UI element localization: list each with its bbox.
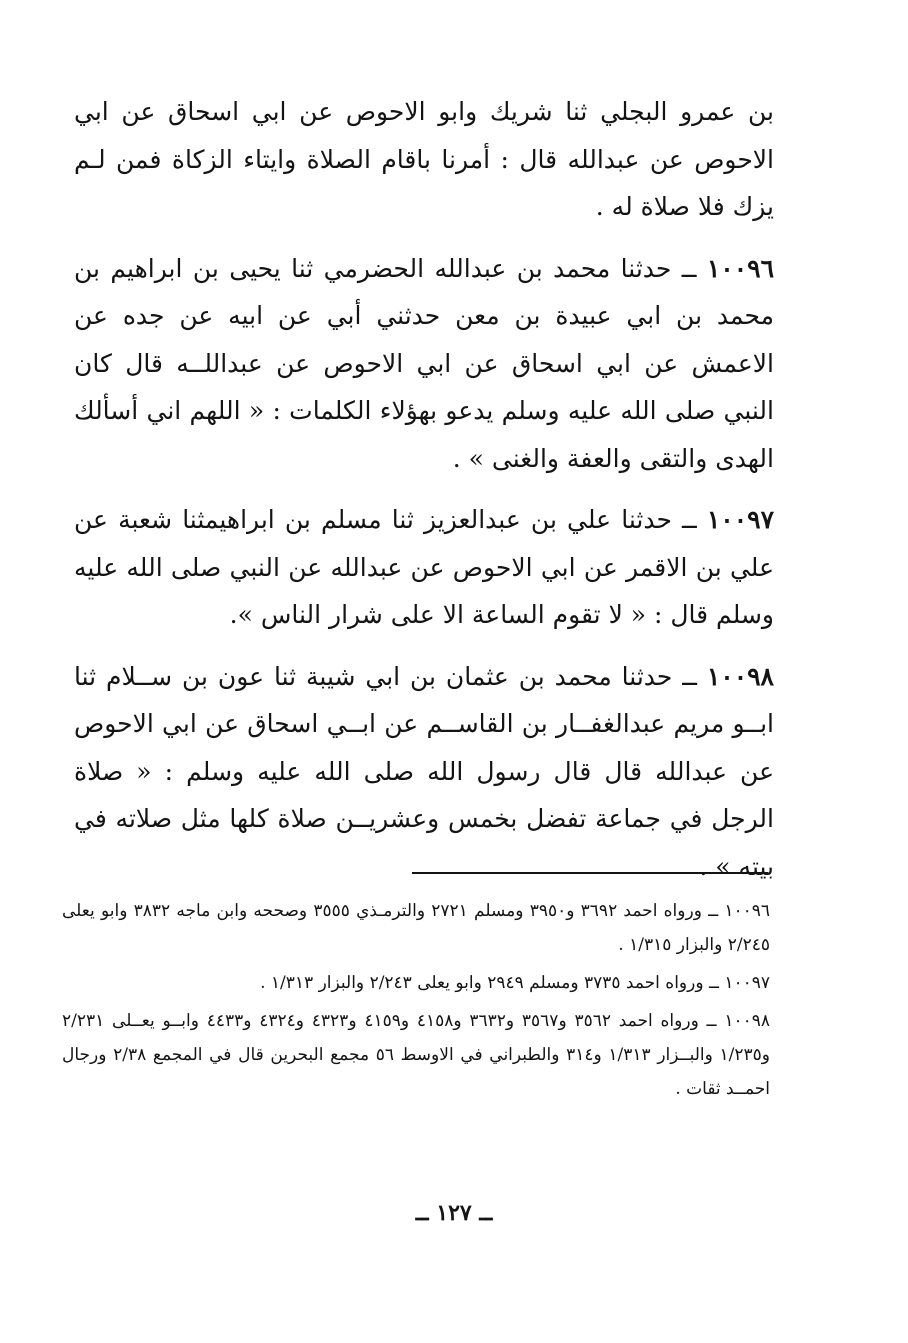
footnote-10098	[62, 1004, 770, 1106]
footnote-text: ــ ورواه احمد ٣٦٩٢ و٣٩٥٠ ومسلم ٢٧٢١ والترمـذي ٣٥٥٥ وصححه وابن ماجه ٣٨٣٢ وابو يعلى ٢/٢٤٥ والبزار ١/٣١٥ .	[62, 901, 770, 955]
hadith-text: ــ حدثنا محمد بن عثمان بن ابي شيبة ثنا عون بن ســلام ثنا ابــو مريم عبدالغفــار بن القاســم عن ابــي اسحاق عن ابي الاحوص عن عبدالله قال قال رسول الله صلى الله عليه وسلم : « صلاة الرجل في جماعة تفضل بخمس وعشريــن صلاة كلها مثل صلاته في بيته » .	[74, 661, 774, 881]
hadith-10096	[74, 245, 774, 483]
footnote-10097	[62, 966, 770, 1000]
footnotes	[62, 894, 770, 1110]
hadith-number: ١٠٠٩٦	[706, 253, 774, 283]
footnote-number: ١٠٠٩٦	[724, 901, 770, 921]
paragraph-text: بن عمرو البجلي ثنا شريك وابو الاحوص عن ابي اسحاق عن ابي الاحوص عن عبدالله قال : أمرنا باقام الصلاة وايتاء الزكاة فمن لـم يزك فلا صلاة له .	[74, 97, 774, 221]
hadith-10098	[74, 653, 774, 891]
footnote-10096	[62, 894, 770, 962]
hadith-10097	[74, 496, 774, 639]
main-text	[74, 88, 774, 904]
footnote-number: ١٠٠٩٨	[724, 1011, 770, 1031]
page-number: ــ ١٢٧ ــ	[415, 1200, 493, 1226]
hadith-text: ــ حدثنا محمد بن عبدالله الحضرمي ثنا يحيى بن ابراهيم بن محمد بن ابي عبيدة بن معن حدثني أبي عن ابيه عن جده عن الاعمش عن ابي اسحاق عن ابي الاحوص عن عبداللــه قال كان النبي صلى الله عليه وسلم يدعو بهؤلاء الكلمات : « اللهم اني أسألك الهدى والتقى والعفة والغنى » .	[74, 253, 774, 473]
footnote-number: ١٠٠٩٧	[724, 973, 770, 993]
hadith-number: ١٠٠٩٨	[706, 661, 774, 691]
footnote-text: ــ ورواه احمد ٣٧٣٥ ومسلم ٢٩٤٩ وابو يعلى ٢/٢٤٣ والبزار ١/٣١٣ .	[260, 973, 719, 993]
footnote-text: ــ ورواه احمد ٣٥٦٢ و٣٥٦٧ و٣٦٣٢ و٤١٥٨ و٤١٥٩ و٤٣٢٣ و٤٣٢٤ و٤٤٣٣ وابــو يعــلى ٢/٢٣١ و١/٢٣٥ والبــزار ١/٣١٣ و٣١٤ والطبراني في الاوسط ٥٦ مجمع البحرين قال في المجمع ٢/٣٨ ورجال احمــد ثقات .	[62, 1011, 770, 1099]
paragraph-continuation	[74, 88, 774, 231]
hadith-number: ١٠٠٩٧	[706, 505, 775, 534]
hadith-text: ــ حدثنا علي بن عبدالعزيز ثنا مسلم بن ابراهيمثنا شعبة عن علي بن الاقمر عن ابي الاحوص عن عبدالله عن النبي صلى الله عليه وسلم قال : « لا تقوم الساعة الا على شرار الناس ».	[74, 505, 774, 629]
footnote-divider	[412, 872, 768, 874]
